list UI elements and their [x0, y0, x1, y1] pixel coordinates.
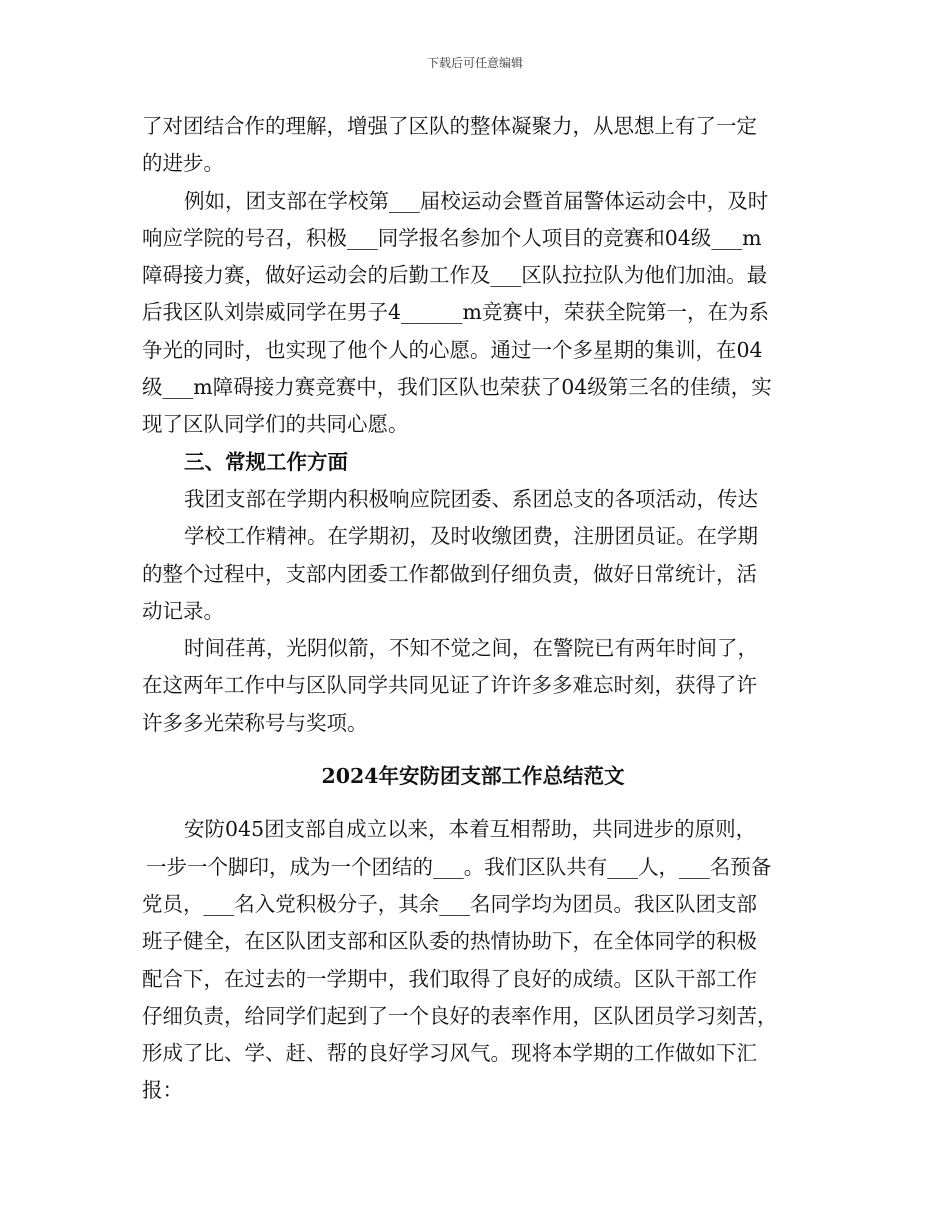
text-line: 障碍接力赛，做好运动会的后勤工作及___区队拉拉队为他们加油。最 [142, 263, 768, 288]
text-line: 仔细负责，给同学们起到了一个良好的表率作用，区队团员学习刻苦， [142, 1003, 778, 1028]
page-header: 下载后可任意编辑 [426, 56, 523, 70]
text-line: 现了区队同学们的共同心愿。 [142, 412, 409, 437]
text-line: 后我区队刘崇威同学在男子4______m竞赛中，荣获全院第一，在为系 [142, 300, 769, 325]
text-line: 的进步。 [142, 151, 224, 176]
document-body [142, 108, 810, 1110]
text-line: 许多多光荣称号与奖项。 [142, 710, 368, 735]
text-line: 形成了比、学、赶、帮的良好学习风气。现将本学期的工作做如下汇 [142, 1041, 757, 1066]
text-line: 学校工作精神。在学期初，及时收缴团费，注册团员证。在学期 [184, 524, 758, 549]
text-line: 级___m障碍接力赛竞赛中，我们区队也荣获了04级第三名的佳绩，实 [142, 375, 772, 400]
text-line: 一步一个脚印，成为一个团结的___。我们区队共有___人，___名预备 [146, 854, 772, 879]
paragraph-start-line: 安防045团支部自成立以来，本着互相帮助，共同进步的原则， [184, 817, 757, 842]
text-line: 响应学院的号召，积极___同学报名参加个人项目的竞赛和04级___m [142, 225, 762, 250]
text-line: 配合下，在过去的一学期中，我们取得了良好的成绩。区队干部工作 [142, 966, 757, 991]
text-line: 党员，___名入党积极分子，其余___名同学均为团员。我区队团支部 [142, 891, 757, 916]
text-line: 动记录。 [142, 598, 224, 623]
section-heading: 三、常规工作方面 [184, 449, 348, 474]
paragraph-start-line: 时间荏苒，光阴似箭，不知不觉之间，在警院已有两年时间了， [184, 636, 758, 661]
document-title: 2024年安防团支部工作总结范文 [321, 764, 625, 789]
text-line: 报： [142, 1078, 183, 1103]
text-line: 在这两年工作中与区队同学共同见证了许许多多难忘时刻，获得了许 [142, 673, 757, 698]
paragraph-start-line: 我团支部在学期内积极响应院团委、系团总支的各项活动，传达 [184, 486, 758, 511]
text-line: 争光的同时，也实现了他个人的心愿。通过一个多星期的集训，在04 [142, 337, 763, 362]
text-line: 班子健全，在区队团支部和区队委的热情协助下，在全体同学的积极 [142, 929, 757, 954]
paragraph-start-line: 例如，团支部在学校第___届校运动会暨首届警体运动会中，及时 [184, 188, 769, 213]
text-line: 了对团结合作的理解，增强了区队的整体凝聚力，从思想上有了一定 [142, 114, 757, 138]
text-line: 的整个过程中，支部内团委工作都做到仔细负责，做好日常统计，活 [142, 561, 757, 586]
